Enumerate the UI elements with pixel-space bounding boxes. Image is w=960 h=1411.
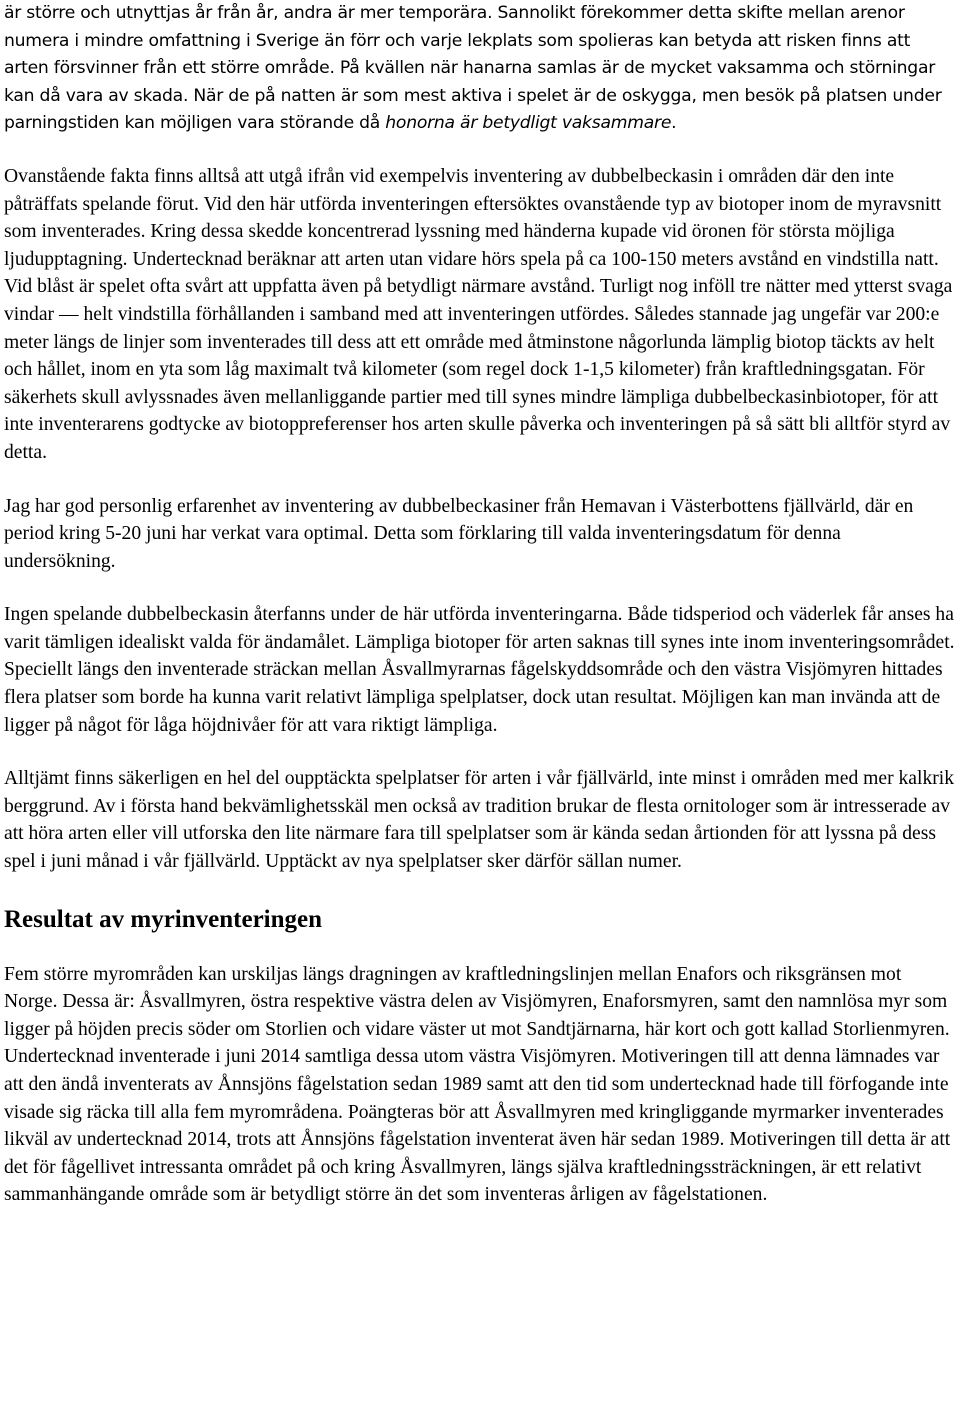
paragraph-1-italic-phrase: honorna är betydligt vaksammare <box>385 113 672 134</box>
body-paragraph-6: Fem större myrområden kan urskiljas längs dragningen av kraftledningslinjen mellan Enafors och riksgränsen mot Norge. Dessa är: Åsvallmyren, östra respektive västra delen av Visjömyren, Enaforsmyren, samt den namnlösa myr som ligger på höjden precis söder om Storlien och vidare väster ut mot Sandtjärnarna, här kort och gott kallad Storlienmyren. Undertecknad inventerade i juni 2014 samtliga dessa utom västra Visjömyren. Motiveringen till att denna lämnades var att den ändå inventerats av Ånnsjöns fågelstation sedan 1989 samt att den tid som undertecknad hade till förfogande inte visade sig räcka till alla fem myrområdena. Poängteras bör att Åsvallmyren med kringliggande myrmarker inventerades likväl av undertecknad 2014, trots att Ånnsjöns fågelstation inventerat även här sedan 1989. Motiveringen till detta är att det för fågellivet intressanta området på och kring Åsvallmyren, längs själva kraftledningssträckningen, är ett relativt sammanhängande område som är betydligt större än det som inventeras årligen av fågelstationen. <box>4 963 951 1206</box>
body-paragraph-5: Alltjämt finns säkerligen en hel del oupptäckta spelplatser för arten i vår fjällvärld, inte minst i områden med mer kalkrik berggrund. Av i första hand bekvämlighetsskäl men också av tradition brukar de flesta ornitologer som är intresserade av att höra arten eller vill utforska den lite närmare fara till spelplatser som är kända sedan årtionden för att lyssna på dess spel i juni månad i vår fjällvärld. Upptäckt av nya spelplatser sker därför sällan numer. <box>4 768 955 873</box>
body-paragraph-3: Jag har god personlig erfarenhet av inventering av dubbelbeckasiner från Hemavan i Västerbottens fjällvärld, där en period kring 5-20 juni har verkat vara optimal. Detta som förklaring till valda inventeringsdatum för denna undersökning. <box>4 495 914 572</box>
body-paragraph-1 <box>4 0 956 138</box>
section-heading: Resultat av myrinventeringen <box>4 905 323 933</box>
body-paragraph-4: Ingen spelande dubbelbeckasin återfanns under de här utförda inventeringarna. Både tidsperiod och väderlek får anses ha varit tämligen idealiskt valda för ändamålet. Lämpliga biotoper för arten saknas till synes inte inom inventeringsområdet. Speciellt längs den inventerade sträckan mellan Åsvallmyrarnas fågelskyddsområde och den västra Visjömyren hittades flera platser som borde ha kunna varit relativt lämpliga spelplatser, dock utan resultat. Möjligen kan man invända att de ligger på något för låga höjdnivåer för att vara riktigt lämpliga. <box>4 604 955 736</box>
body-paragraph-2: Ovanstående fakta finns alltså att utgå ifrån vid exempelvis inventering av dubbelbeckasin i områden där den inte påträffats spelande förut. Vid den här utförda inventeringen eftersöktes ovanstående typ av biotoper inom de myravsnitt som inventerades. Kring dessa skedde koncentrerad lyssning med händerna kupade vid öronen för största möjliga ljudupptagning. Undertecknad beräknar att arten utan vidare hörs spela på ca 100-150 meters avstånd en vindstilla natt. Vid blåst är spelet ofta svårt att uppfatta även på betydligt närmare avstånd. Turligt nog inföll tre nätter med ytterst svaga vindar — helt vindstilla förhållanden i samband med att inventeringen utfördes. Således stannade jag ungefär var 200:e meter längs de linjer som inventerades till dess att ett område med åtminstone någorlunda lämplig biotop täckts av helt och hållet, inom en yta som låg maximalt två kilometer (som regel dock 1-1,5 kilometer) från kraftledningsgatan. För säkerhets skull avlyssnades även mellanliggande partier med till synes mindre lämpliga dubbelbeckasinbiotoper, för att inte inventerarens godtycke av biotoppreferenser hos arten skulle påverka och inventeringen på så sätt bli alltför styrd av detta. <box>4 165 953 463</box>
paragraph-1-end-punctuation: . <box>671 113 677 134</box>
paragraph-1-text: är större och utnyttjas år från år, andra är mer temporära. Sannolikt förekommer detta skifte mellan arenor numera i mindre omfattning i Sverige än förr och varje lekplats som spolieras kan betyda att risken finns att arten försvinner från ett större område. På kvällen när hanarna samlas är de mycket vaksamma och störningar kan då vara av skada. När de på natten är som mest aktiva i spelet är de oskygga, men besök på platsen under parningstiden kan möjligen vara störande då <box>4 3 942 134</box>
